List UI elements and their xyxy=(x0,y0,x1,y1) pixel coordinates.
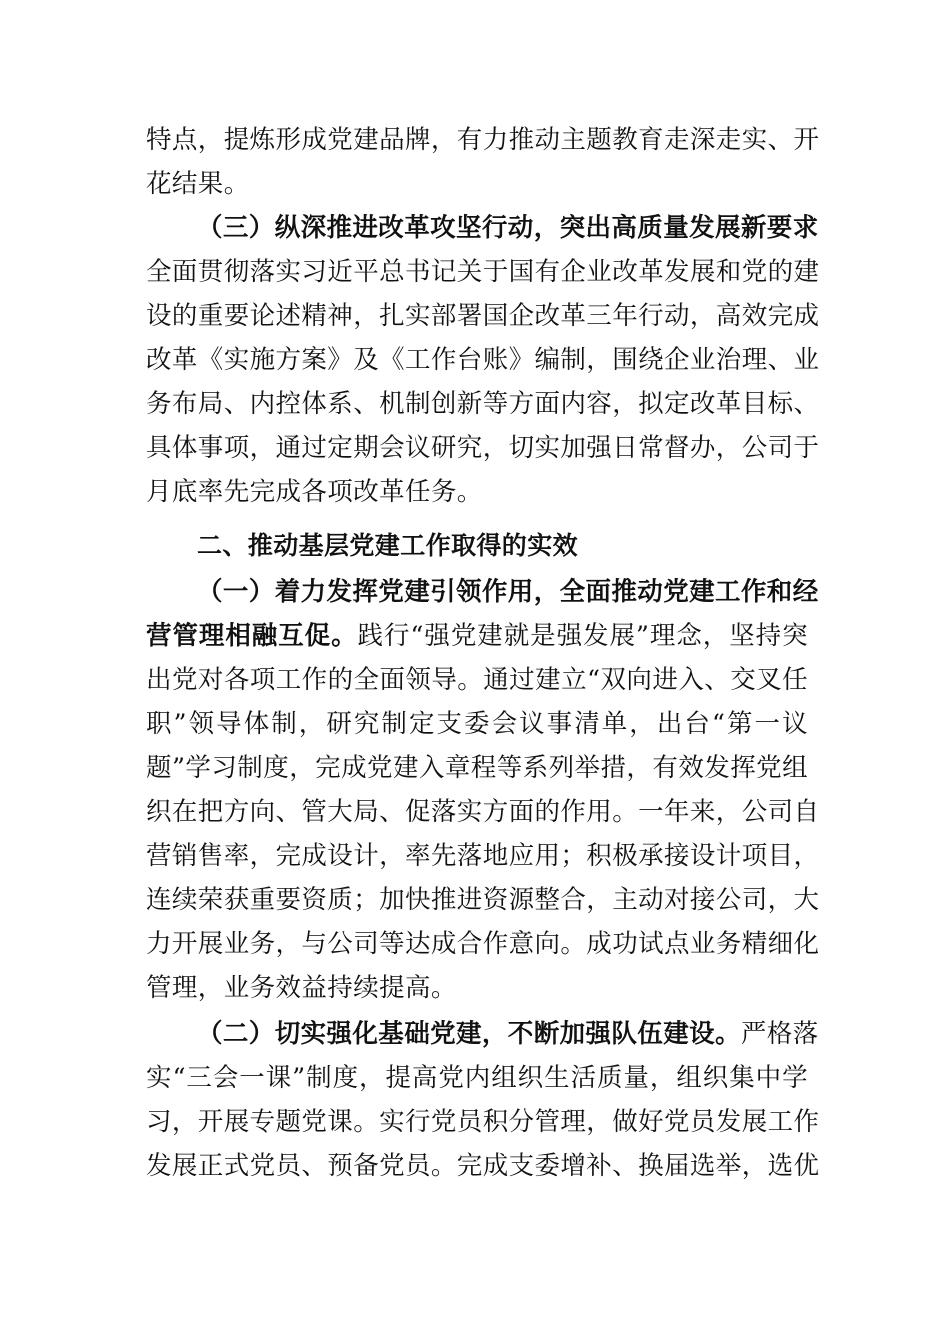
subheading-tail: 营管理相融互促。 xyxy=(146,621,358,651)
paragraph-line: 月底率先完成各项改革任务。 xyxy=(146,477,483,507)
paragraph-line: 特点，提炼形成党建品牌，有力推动主题教育走深走实、开 xyxy=(146,125,820,155)
paragraph-line: 职”领导体制，研究制定支委会议事清单，出台“第一议 xyxy=(146,709,808,739)
paragraph-line: 连续荣获重要资质；加快推进资源整合，主动对接公司，大 xyxy=(146,885,820,915)
paragraph-line: 务布局、内控体系、机制创新等方面内容，拟定改革目标、 xyxy=(146,389,820,419)
paragraph-line-mixed xyxy=(146,614,808,658)
paragraph-line: 习，开展专题党课。实行党员积分管理，做好党员发展工作 xyxy=(146,1107,820,1137)
paragraph-line: 力开展业务，与公司等达成合作意向。成功试点业务精细化 xyxy=(146,929,820,959)
paragraph-line: 营销售率，完成设计，率先落地应用；积极承接设计项目， xyxy=(146,841,820,871)
paragraph-text: 严格落 xyxy=(740,1019,819,1049)
paragraph-line: 全面贯彻落实习近平总书记关于国有企业改革发展和党的建 xyxy=(146,257,820,287)
paragraph-line: 织在把方向、管大局、促落实方面的作用。一年来，公司自 xyxy=(146,797,820,827)
paragraph-line: 改革《实施方案》及《工作台账》编制，围绕企业治理、业 xyxy=(146,345,820,375)
section-subheading: （一）着力发挥党建引领作用，全面推动党建工作和经 xyxy=(197,577,819,607)
section-subheading: （二）切实强化基础党建，不断加强队伍建设。 xyxy=(197,1019,741,1049)
paragraph-line: 花结果。 xyxy=(146,169,250,199)
paragraph-line: 设的重要论述精神，扎实部署国企改革三年行动，高效完成 xyxy=(146,301,820,331)
paragraph-line: 发展正式党员、预备党员。完成支委增补、换届选举，选优 xyxy=(146,1151,820,1181)
paragraph-line: 具体事项，通过定期会议研究，切实加强日常督办，公司于 xyxy=(146,433,820,463)
paragraph-text: 践行“强党建就是强发展”理念，坚持突 xyxy=(357,621,808,651)
paragraph-line: 出党对各项工作的全面领导。通过建立“双向进入、交叉任 xyxy=(146,665,808,695)
section-subheading: （三）纵深推进改革攻坚行动，突出高质量发展新要求 xyxy=(197,213,819,243)
paragraph-line: 实“三会一课”制度，提高党内组织生活质量，组织集中学 xyxy=(146,1063,808,1093)
paragraph-line: 管理，业务效益持续提高。 xyxy=(146,973,457,1003)
paragraph-line-mixed xyxy=(197,1012,819,1056)
paragraph-line: 题”学习制度，完成党建入章程等系列举措，有效发挥党组 xyxy=(146,753,808,783)
section-heading: 二、推动基层党建工作取得的实效 xyxy=(197,531,579,560)
